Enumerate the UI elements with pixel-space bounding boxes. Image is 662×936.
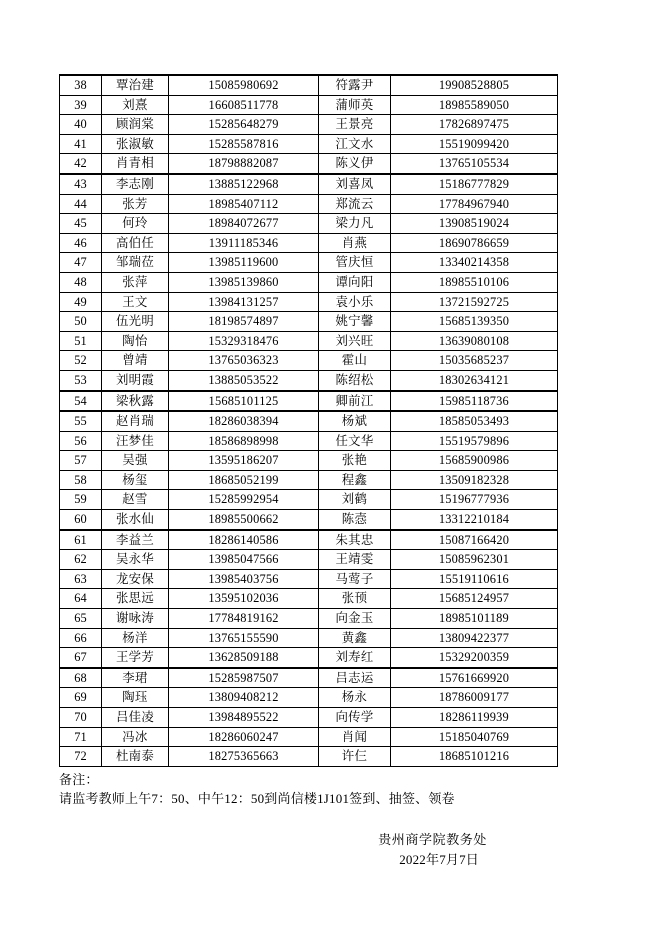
cell-phone-primary: 15285648279 bbox=[169, 115, 319, 135]
cell-phone-secondary: 13908519024 bbox=[391, 214, 558, 234]
cell-phone-secondary: 13809422377 bbox=[391, 628, 558, 648]
cell-name-secondary: 任文华 bbox=[319, 431, 391, 451]
cell-phone-secondary: 18286119939 bbox=[391, 708, 558, 728]
cell-phone-secondary: 18690786659 bbox=[391, 233, 558, 253]
cell-phone-secondary: 15329200359 bbox=[391, 648, 558, 668]
cell-phone-primary: 13985139860 bbox=[169, 272, 319, 292]
table-row bbox=[60, 747, 558, 767]
cell-name-secondary: 陈悫 bbox=[319, 510, 391, 530]
cell-name-secondary: 张顸 bbox=[319, 589, 391, 609]
cell-sequence-number: 49 bbox=[60, 292, 102, 312]
cell-phone-secondary: 18985101189 bbox=[391, 609, 558, 629]
cell-phone-secondary: 15685139350 bbox=[391, 312, 558, 332]
table-row bbox=[60, 292, 558, 312]
cell-phone-secondary: 15761669920 bbox=[391, 668, 558, 688]
cell-phone-primary: 18586898998 bbox=[169, 431, 319, 451]
cell-phone-secondary: 15519579896 bbox=[391, 431, 558, 451]
cell-sequence-number: 67 bbox=[60, 648, 102, 668]
cell-phone-primary: 15329318476 bbox=[169, 331, 319, 351]
table-row bbox=[60, 75, 558, 95]
cell-name-secondary: 刘鹤 bbox=[319, 490, 391, 510]
cell-phone-secondary: 13765105534 bbox=[391, 154, 558, 174]
cell-name-secondary: 王景亮 bbox=[319, 115, 391, 135]
cell-name-primary: 肖青相 bbox=[102, 154, 169, 174]
cell-name-primary: 顾润棠 bbox=[102, 115, 169, 135]
cell-phone-secondary: 13312210184 bbox=[391, 510, 558, 530]
cell-name-primary: 覃治建 bbox=[102, 75, 169, 95]
table-row bbox=[60, 727, 558, 747]
cell-phone-secondary: 18786009177 bbox=[391, 688, 558, 708]
table-row bbox=[60, 154, 558, 174]
table-row bbox=[60, 312, 558, 332]
cell-name-secondary: 郑流云 bbox=[319, 194, 391, 214]
cell-phone-primary: 18985500662 bbox=[169, 510, 319, 530]
table-row bbox=[60, 688, 558, 708]
table-row bbox=[60, 411, 558, 431]
cell-name-primary: 陶珏 bbox=[102, 688, 169, 708]
cell-sequence-number: 46 bbox=[60, 233, 102, 253]
cell-sequence-number: 59 bbox=[60, 490, 102, 510]
cell-name-primary: 张水仙 bbox=[102, 510, 169, 530]
cell-phone-primary: 15285587816 bbox=[169, 134, 319, 154]
cell-sequence-number: 58 bbox=[60, 470, 102, 490]
table-row bbox=[60, 174, 558, 194]
table-row bbox=[60, 451, 558, 471]
cell-sequence-number: 44 bbox=[60, 194, 102, 214]
cell-phone-secondary: 15519099420 bbox=[391, 134, 558, 154]
table-row bbox=[60, 214, 558, 234]
cell-phone-secondary: 15085962301 bbox=[391, 550, 558, 570]
cell-name-secondary: 黄鑫 bbox=[319, 628, 391, 648]
cell-sequence-number: 61 bbox=[60, 530, 102, 550]
cell-name-secondary: 姚宁馨 bbox=[319, 312, 391, 332]
cell-name-secondary: 刘寿红 bbox=[319, 648, 391, 668]
cell-phone-secondary: 15985118736 bbox=[391, 391, 558, 412]
table-row bbox=[60, 668, 558, 688]
cell-phone-primary: 15285987507 bbox=[169, 668, 319, 688]
cell-sequence-number: 71 bbox=[60, 727, 102, 747]
cell-name-primary: 何玲 bbox=[102, 214, 169, 234]
table-row bbox=[60, 550, 558, 570]
cell-phone-primary: 18286038394 bbox=[169, 411, 319, 431]
cell-name-secondary: 符露尹 bbox=[319, 75, 391, 95]
cell-name-primary: 杨洋 bbox=[102, 628, 169, 648]
cell-phone-secondary: 15685900986 bbox=[391, 451, 558, 471]
table-row bbox=[60, 431, 558, 451]
cell-name-secondary: 袁小乐 bbox=[319, 292, 391, 312]
cell-name-secondary: 谭向阳 bbox=[319, 272, 391, 292]
cell-name-primary: 冯冰 bbox=[102, 727, 169, 747]
cell-sequence-number: 65 bbox=[60, 609, 102, 629]
cell-sequence-number: 48 bbox=[60, 272, 102, 292]
table-row bbox=[60, 490, 558, 510]
cell-phone-secondary: 15185040769 bbox=[391, 727, 558, 747]
cell-phone-primary: 13885122968 bbox=[169, 174, 319, 194]
cell-phone-secondary: 13509182328 bbox=[391, 470, 558, 490]
signature-organization: 贵州商学院教务处 bbox=[378, 831, 487, 847]
cell-sequence-number: 56 bbox=[60, 431, 102, 451]
cell-sequence-number: 40 bbox=[60, 115, 102, 135]
table-row bbox=[60, 370, 558, 390]
cell-phone-primary: 15685101125 bbox=[169, 391, 319, 412]
cell-phone-secondary: 15196777936 bbox=[391, 490, 558, 510]
cell-name-primary: 张淑敏 bbox=[102, 134, 169, 154]
cell-name-primary: 谢咏涛 bbox=[102, 609, 169, 629]
cell-name-secondary: 陈义伊 bbox=[319, 154, 391, 174]
cell-phone-primary: 13765036323 bbox=[169, 351, 319, 371]
cell-name-secondary: 朱其忠 bbox=[319, 530, 391, 550]
cell-name-primary: 伍光明 bbox=[102, 312, 169, 332]
cell-sequence-number: 55 bbox=[60, 411, 102, 431]
cell-phone-secondary: 15519110616 bbox=[391, 569, 558, 589]
cell-phone-primary: 15085980692 bbox=[169, 75, 319, 95]
cell-name-primary: 陶怡 bbox=[102, 331, 169, 351]
cell-name-secondary: 江文水 bbox=[319, 134, 391, 154]
cell-sequence-number: 47 bbox=[60, 253, 102, 273]
cell-name-primary: 杜南泰 bbox=[102, 747, 169, 767]
cell-phone-secondary: 15186777829 bbox=[391, 174, 558, 194]
cell-name-secondary: 卿前江 bbox=[319, 391, 391, 412]
cell-name-primary: 王学芳 bbox=[102, 648, 169, 668]
cell-sequence-number: 43 bbox=[60, 174, 102, 194]
cell-sequence-number: 66 bbox=[60, 628, 102, 648]
table-row bbox=[60, 351, 558, 371]
cell-name-primary: 刘明霞 bbox=[102, 370, 169, 390]
table-row bbox=[60, 648, 558, 668]
cell-sequence-number: 63 bbox=[60, 569, 102, 589]
cell-name-primary: 张芳 bbox=[102, 194, 169, 214]
cell-name-primary: 王文 bbox=[102, 292, 169, 312]
table-row bbox=[60, 391, 558, 412]
roster-table-body bbox=[60, 75, 558, 766]
cell-name-primary: 吴永华 bbox=[102, 550, 169, 570]
cell-sequence-number: 45 bbox=[60, 214, 102, 234]
cell-name-primary: 汪梦佳 bbox=[102, 431, 169, 451]
cell-phone-secondary: 18985510106 bbox=[391, 272, 558, 292]
cell-sequence-number: 68 bbox=[60, 668, 102, 688]
cell-phone-secondary: 15685124957 bbox=[391, 589, 558, 609]
cell-phone-primary: 13984895522 bbox=[169, 708, 319, 728]
cell-sequence-number: 52 bbox=[60, 351, 102, 371]
table-row bbox=[60, 708, 558, 728]
cell-phone-secondary: 15035685237 bbox=[391, 351, 558, 371]
cell-sequence-number: 60 bbox=[60, 510, 102, 530]
signature-date: 2022年7月7日 bbox=[399, 851, 479, 867]
cell-name-secondary: 霍山 bbox=[319, 351, 391, 371]
cell-phone-primary: 13809408212 bbox=[169, 688, 319, 708]
cell-sequence-number: 38 bbox=[60, 75, 102, 95]
cell-name-primary: 杨玺 bbox=[102, 470, 169, 490]
cell-name-secondary: 陈绍松 bbox=[319, 370, 391, 390]
cell-name-secondary: 肖燕 bbox=[319, 233, 391, 253]
cell-phone-secondary: 15087166420 bbox=[391, 530, 558, 550]
cell-name-secondary: 梁力凡 bbox=[319, 214, 391, 234]
cell-name-primary: 龙安保 bbox=[102, 569, 169, 589]
cell-phone-primary: 15285992954 bbox=[169, 490, 319, 510]
table-row bbox=[60, 194, 558, 214]
cell-phone-secondary: 18685101216 bbox=[391, 747, 558, 767]
cell-phone-primary: 18984072677 bbox=[169, 214, 319, 234]
cell-name-secondary: 肖闻 bbox=[319, 727, 391, 747]
cell-name-secondary: 张艳 bbox=[319, 451, 391, 471]
cell-sequence-number: 69 bbox=[60, 688, 102, 708]
table-row bbox=[60, 628, 558, 648]
table-row bbox=[60, 233, 558, 253]
cell-phone-primary: 13985119600 bbox=[169, 253, 319, 273]
cell-phone-secondary: 18585053493 bbox=[391, 411, 558, 431]
cell-name-primary: 刘熹 bbox=[102, 95, 169, 115]
cell-phone-primary: 18286140586 bbox=[169, 530, 319, 550]
cell-name-secondary: 王靖雯 bbox=[319, 550, 391, 570]
cell-sequence-number: 50 bbox=[60, 312, 102, 332]
cell-phone-primary: 18275365663 bbox=[169, 747, 319, 767]
cell-phone-primary: 18985407112 bbox=[169, 194, 319, 214]
cell-phone-secondary: 17826897475 bbox=[391, 115, 558, 135]
notes-label: 备注： bbox=[59, 771, 99, 787]
cell-name-secondary: 蒲师英 bbox=[319, 95, 391, 115]
cell-name-secondary: 向金玉 bbox=[319, 609, 391, 629]
cell-name-primary: 高伯任 bbox=[102, 233, 169, 253]
cell-name-secondary: 杨斌 bbox=[319, 411, 391, 431]
cell-name-primary: 李益兰 bbox=[102, 530, 169, 550]
cell-phone-primary: 18685052199 bbox=[169, 470, 319, 490]
cell-sequence-number: 64 bbox=[60, 589, 102, 609]
table-row bbox=[60, 253, 558, 273]
cell-name-primary: 李珺 bbox=[102, 668, 169, 688]
cell-phone-primary: 13985403756 bbox=[169, 569, 319, 589]
table-row bbox=[60, 331, 558, 351]
notes-block bbox=[59, 770, 557, 808]
cell-name-primary: 曾靖 bbox=[102, 351, 169, 371]
cell-sequence-number: 62 bbox=[60, 550, 102, 570]
cell-sequence-number: 72 bbox=[60, 747, 102, 767]
table-row bbox=[60, 589, 558, 609]
cell-phone-secondary: 13639080108 bbox=[391, 331, 558, 351]
cell-phone-primary: 13985047566 bbox=[169, 550, 319, 570]
cell-sequence-number: 41 bbox=[60, 134, 102, 154]
cell-phone-primary: 13765155590 bbox=[169, 628, 319, 648]
cell-sequence-number: 42 bbox=[60, 154, 102, 174]
cell-name-secondary: 向传学 bbox=[319, 708, 391, 728]
cell-name-secondary: 刘喜凤 bbox=[319, 174, 391, 194]
cell-name-secondary: 管庆恒 bbox=[319, 253, 391, 273]
cell-phone-primary: 13595186207 bbox=[169, 451, 319, 471]
cell-phone-primary: 18286060247 bbox=[169, 727, 319, 747]
table-row bbox=[60, 510, 558, 530]
cell-phone-primary: 16608511778 bbox=[169, 95, 319, 115]
roster-sheet bbox=[59, 74, 557, 870]
cell-name-primary: 李志刚 bbox=[102, 174, 169, 194]
cell-phone-primary: 13911185346 bbox=[169, 233, 319, 253]
cell-phone-secondary: 13721592725 bbox=[391, 292, 558, 312]
cell-name-secondary: 刘兴旺 bbox=[319, 331, 391, 351]
cell-phone-secondary: 18985589050 bbox=[391, 95, 558, 115]
table-row bbox=[60, 470, 558, 490]
invigilator-roster-table bbox=[59, 74, 558, 767]
signature-block bbox=[59, 830, 557, 870]
cell-name-secondary: 杨永 bbox=[319, 688, 391, 708]
cell-sequence-number: 51 bbox=[60, 331, 102, 351]
cell-phone-primary: 13595102036 bbox=[169, 589, 319, 609]
table-row bbox=[60, 115, 558, 135]
cell-sequence-number: 54 bbox=[60, 391, 102, 412]
cell-name-primary: 吴强 bbox=[102, 451, 169, 471]
cell-name-secondary: 许仨 bbox=[319, 747, 391, 767]
cell-name-primary: 梁秋露 bbox=[102, 391, 169, 412]
cell-phone-secondary: 17784967940 bbox=[391, 194, 558, 214]
table-row bbox=[60, 609, 558, 629]
cell-sequence-number: 70 bbox=[60, 708, 102, 728]
cell-phone-primary: 13984131257 bbox=[169, 292, 319, 312]
cell-phone-primary: 18798882087 bbox=[169, 154, 319, 174]
cell-sequence-number: 57 bbox=[60, 451, 102, 471]
cell-name-primary: 张萍 bbox=[102, 272, 169, 292]
cell-name-primary: 邹瑞莅 bbox=[102, 253, 169, 273]
cell-name-secondary: 吕志运 bbox=[319, 668, 391, 688]
cell-name-primary: 赵肖瑞 bbox=[102, 411, 169, 431]
cell-sequence-number: 53 bbox=[60, 370, 102, 390]
table-row bbox=[60, 569, 558, 589]
cell-name-secondary: 程鑫 bbox=[319, 470, 391, 490]
cell-name-primary: 吕佳凌 bbox=[102, 708, 169, 728]
table-row bbox=[60, 530, 558, 550]
cell-sequence-number: 39 bbox=[60, 95, 102, 115]
cell-phone-secondary: 19908528805 bbox=[391, 75, 558, 95]
table-row bbox=[60, 134, 558, 154]
cell-phone-secondary: 13340214358 bbox=[391, 253, 558, 273]
table-row bbox=[60, 95, 558, 115]
cell-phone-primary: 13628509188 bbox=[169, 648, 319, 668]
cell-phone-secondary: 18302634121 bbox=[391, 370, 558, 390]
notes-text: 请监考教师上午7：50、中午12：50到尚信楼1J101签到、抽签、领卷 bbox=[59, 790, 455, 806]
table-row bbox=[60, 272, 558, 292]
cell-phone-primary: 18198574897 bbox=[169, 312, 319, 332]
cell-name-primary: 张思远 bbox=[102, 589, 169, 609]
cell-name-primary: 赵雪 bbox=[102, 490, 169, 510]
cell-phone-primary: 13885053522 bbox=[169, 370, 319, 390]
cell-phone-primary: 17784819162 bbox=[169, 609, 319, 629]
cell-name-secondary: 马莺子 bbox=[319, 569, 391, 589]
